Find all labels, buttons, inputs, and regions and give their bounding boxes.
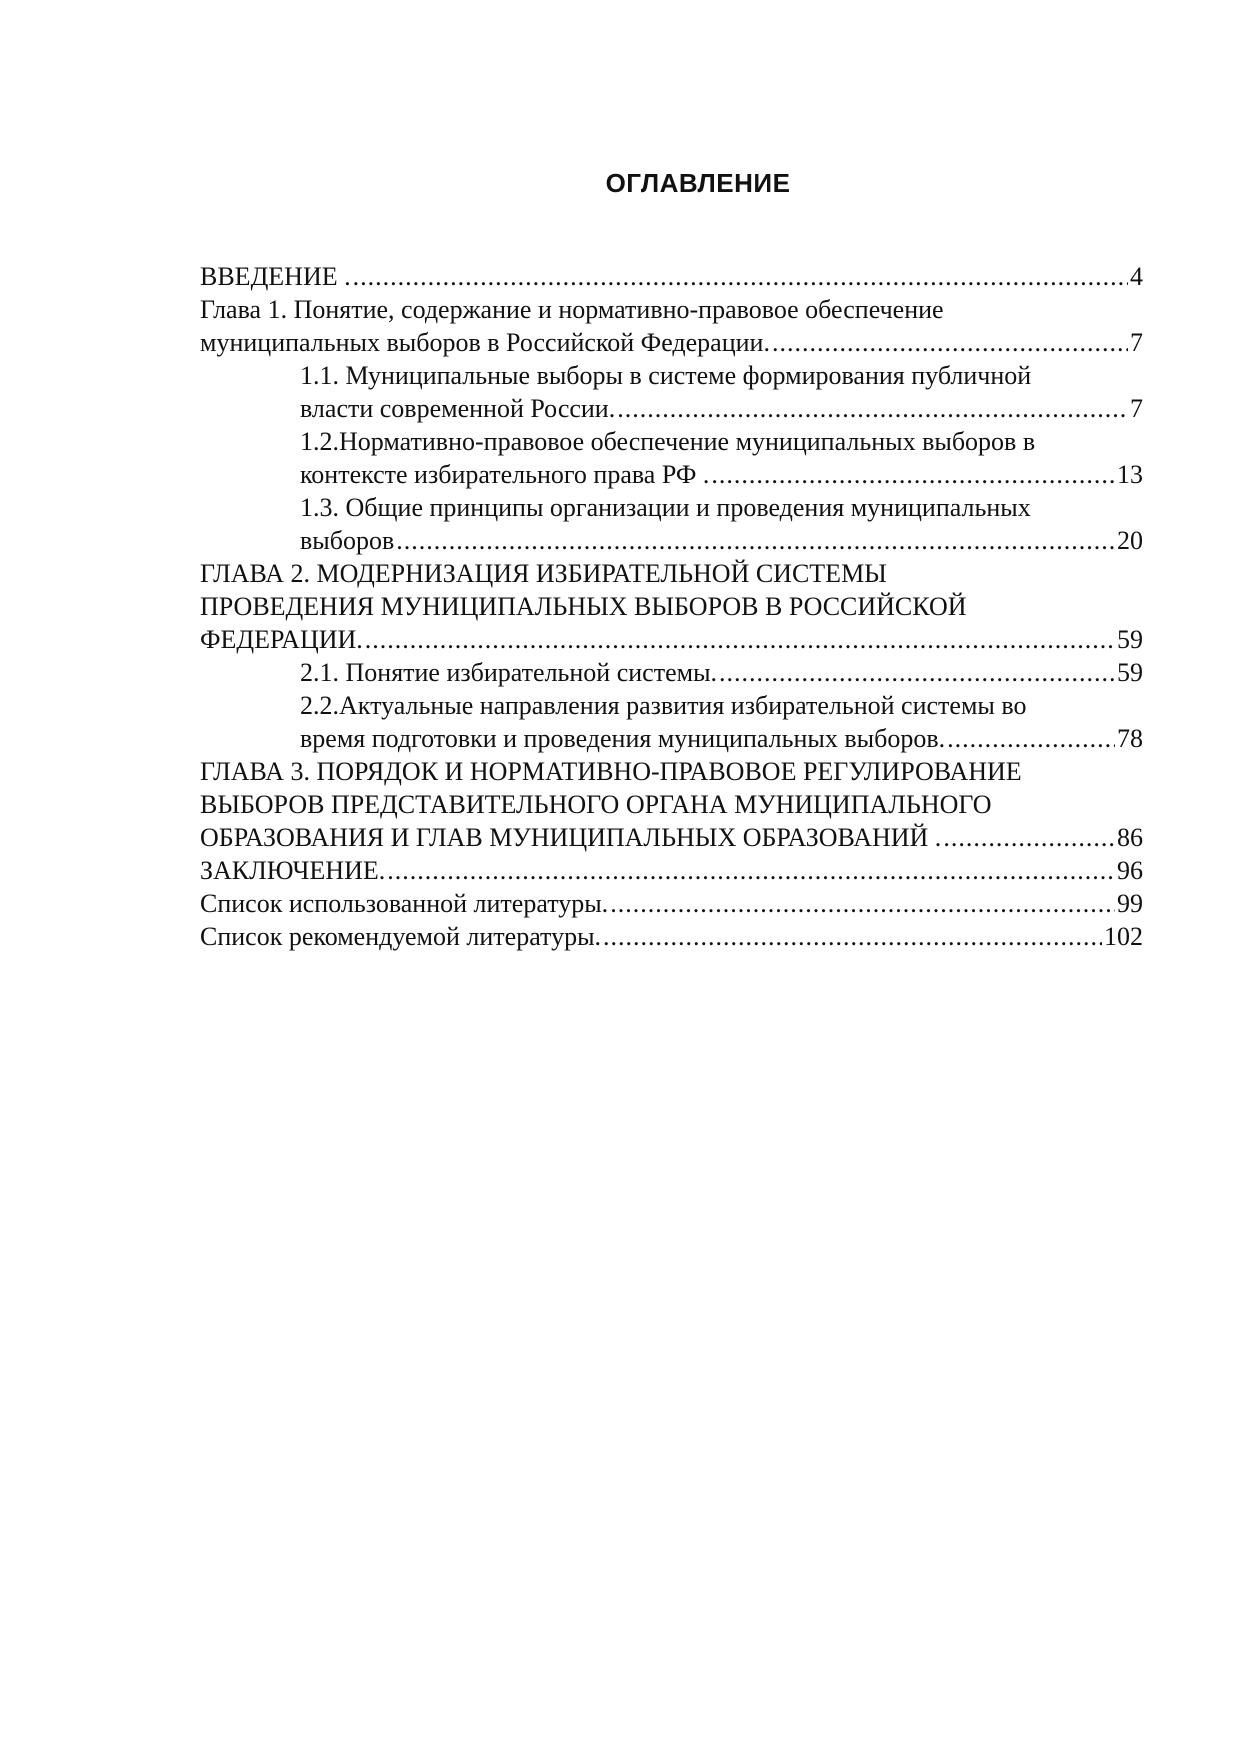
toc-entry-last-line	[300, 656, 1143, 689]
toc-entry[interactable]	[200, 557, 1143, 656]
toc-page-number: 59	[1117, 625, 1143, 654]
toc-entry-last-line	[200, 260, 1143, 293]
toc-entry[interactable]	[200, 491, 1143, 557]
toc-page-number: 20	[1117, 526, 1143, 555]
toc-page-number: 59	[1117, 658, 1143, 687]
toc-page-number: 86	[1117, 823, 1143, 852]
toc-page-number: 96	[1117, 856, 1143, 885]
toc-entry-line: 1.1. Муниципальные выборы в системе формирования публичной	[300, 361, 1032, 390]
dot-leader	[603, 920, 1102, 953]
toc-entry-text: Список рекомендуемой литературы.	[200, 922, 602, 951]
toc-entry[interactable]	[200, 887, 1143, 920]
toc-entry-text: ОБРАЗОВАНИЯ И ГЛАВ МУНИЦИПАЛЬНЫХ ОБРАЗОВАНИЙ .	[200, 823, 942, 852]
dot-leader	[387, 854, 1115, 887]
page-title: ОГЛАВЛЕНИЕ	[605, 168, 791, 198]
toc-entry[interactable]	[200, 425, 1143, 491]
toc-entry-line: ВЫБОРОВ ПРЕДСТАВИТЕЛЬНОГО ОРГАНА МУНИЦИПАЛЬНОГО	[200, 790, 992, 819]
toc-entry-text: выборов	[300, 526, 395, 555]
toc-page-number: 99	[1117, 889, 1143, 918]
dot-leader	[711, 458, 1115, 491]
dot-leader	[610, 887, 1115, 920]
toc-entry-line: 2.2.Актуальные направления развития избирательной системы во	[300, 691, 1027, 720]
toc-entry-last-line	[300, 722, 1143, 755]
toc-entry-line: ПРОВЕДЕНИЯ МУНИЦИПАЛЬНЫХ ВЫБОРОВ В РОССИЙСКОЙ	[200, 592, 967, 621]
toc-entry-text: время подготовки и проведения муниципальных выборов.	[300, 724, 946, 753]
toc-entry-line: 1.3. Общие принципы организации и проведения муниципальных	[300, 493, 1031, 522]
toc-entry-line: Глава 1. Понятие, содержание и нормативно-правовое обеспечение	[200, 295, 944, 324]
toc-page-number: 4	[1130, 262, 1143, 291]
toc-entry[interactable]	[200, 656, 1143, 689]
dot-leader	[617, 392, 1128, 425]
toc-entry-text: ВВЕДЕНИЕ .	[200, 262, 351, 291]
toc-entry[interactable]	[200, 359, 1143, 425]
dot-leader	[353, 260, 1128, 293]
toc-page-number: 7	[1130, 328, 1143, 357]
toc-entry-last-line	[300, 524, 1143, 557]
toc-entry[interactable]	[200, 854, 1143, 887]
toc-entry[interactable]	[200, 920, 1143, 953]
toc-entry-text: муниципальных выборов в Российской Федерации.	[200, 328, 770, 357]
toc-entry-text: ЗАКЛЮЧЕНИЕ.	[200, 856, 386, 885]
toc-entry-last-line	[200, 821, 1143, 854]
dot-leader	[943, 821, 1115, 854]
toc-entry-text: власти современной России.	[300, 394, 616, 423]
toc-entry-text: 2.1. Понятие избирательной системы.	[300, 658, 718, 687]
toc-entry[interactable]	[200, 755, 1143, 854]
dot-leader	[365, 623, 1115, 656]
toc-entry[interactable]	[200, 293, 1143, 359]
toc-entry-last-line	[300, 458, 1143, 491]
toc-page-number: 13	[1117, 460, 1143, 489]
toc-entry-last-line	[200, 887, 1143, 920]
toc-entry-last-line	[200, 854, 1143, 887]
toc-entry[interactable]	[200, 689, 1143, 755]
dot-leader	[396, 524, 1115, 557]
toc-entry[interactable]	[200, 260, 1143, 293]
dot-leader	[772, 326, 1128, 359]
toc-entry-text: контексте избирательного права РФ .	[300, 460, 710, 489]
toc-entry-line: ГЛАВА 2. МОДЕРНИЗАЦИЯ ИЗБИРАТЕЛЬНОЙ СИСТЕМЫ	[200, 559, 887, 588]
toc-entry-last-line	[200, 623, 1143, 656]
toc-entry-last-line	[200, 326, 1143, 359]
toc-entry-text: Список использованной литературы.	[200, 889, 609, 918]
toc-page-number: 102	[1104, 922, 1143, 951]
toc-entry-last-line	[300, 392, 1143, 425]
dot-leader	[719, 656, 1115, 689]
toc-page-number: 7	[1130, 394, 1143, 423]
table-of-contents	[200, 260, 1143, 953]
toc-entry-line: ГЛАВА 3. ПОРЯДОК И НОРМАТИВНО-ПРАВОВОЕ РЕГУЛИРОВАНИЕ	[200, 757, 1022, 786]
dot-leader	[947, 722, 1115, 755]
toc-page-number: 78	[1117, 724, 1143, 753]
toc-entry-last-line	[200, 920, 1143, 953]
toc-entry-line: 1.2.Нормативно-правовое обеспечение муниципальных выборов в	[300, 427, 1036, 456]
toc-entry-text: ФЕДЕРАЦИИ.	[200, 625, 363, 654]
